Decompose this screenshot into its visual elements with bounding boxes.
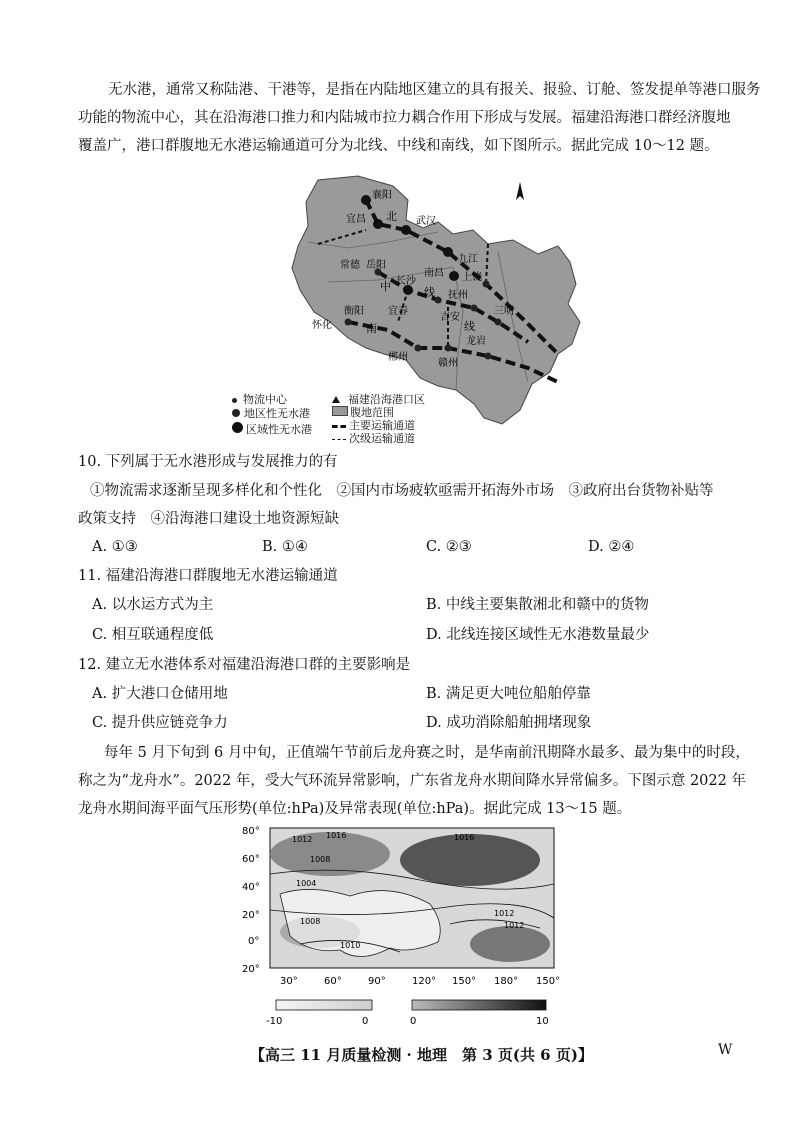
- intro2-line-2: 称之为“龙舟水”。2022 年，受大气环流异常影响，广东省龙舟水期间降水异常偏多。下图示意 2022 年: [78, 773, 746, 789]
- legend-main-channel: 主要运输通道: [349, 419, 415, 432]
- q12-option-d[interactable]: D. 成功消除船舶拥堵现象: [426, 715, 592, 731]
- isobar-label: 1008: [300, 917, 321, 926]
- q11-option-a[interactable]: A. 以水运方式为主: [92, 597, 214, 613]
- area-dry-port-node: [443, 247, 453, 257]
- lat-label: 40°: [242, 882, 260, 893]
- lon-label: 150°: [536, 976, 560, 987]
- lat-label: 20°: [242, 910, 260, 921]
- city-label: 宜春: [388, 306, 408, 317]
- lat-label: 20°: [242, 964, 260, 975]
- q12-option-a[interactable]: A. 扩大港口仓储用地: [92, 686, 228, 702]
- city-label: 襄阳: [372, 190, 392, 201]
- legend-area-port: 区域性无水港: [246, 423, 312, 436]
- q10-option-c[interactable]: C. ②③: [426, 539, 472, 555]
- city-label: 武汉: [416, 216, 436, 227]
- q10-line-1: ①物流需求逐渐呈现多样化和个性化 ②国内市场疲软亟需开拓海外市场 ③政府出台货物补贴等: [90, 483, 714, 499]
- q12-option-c[interactable]: C. 提升供应链竞争力: [92, 715, 228, 731]
- q10-stem: 10. 下列属于无水港形成与发展推力的有: [78, 454, 338, 470]
- lon-label: 90°: [368, 976, 386, 987]
- hinterland-swatch-icon: [332, 406, 348, 416]
- port-triangle-icon: [332, 396, 340, 403]
- regional-dry-port-node: [471, 305, 478, 312]
- q11-option-d[interactable]: D. 北线连接区域性无水港数量最少: [426, 627, 650, 643]
- scale-label: -10: [266, 1016, 283, 1027]
- isobar-label: 1016: [454, 833, 475, 842]
- pressure-map-svg: [240, 824, 560, 1034]
- area-port-icon: [232, 422, 243, 433]
- q11-stem: 11. 福建沿海港口群腹地无水港运输通道: [78, 568, 338, 584]
- city-label: 宜昌: [346, 214, 366, 225]
- lon-label: 60°: [324, 976, 342, 987]
- intro-line-3: 覆盖广，港口群腹地无水港运输通道可分为北线、中线和南线，如下图所示。据此完成 10～12 题。: [78, 138, 719, 154]
- city-label: 上饶: [462, 272, 482, 283]
- q10-option-b[interactable]: B. ①④: [262, 539, 308, 555]
- legend-fujian-port: 福建沿海港口区: [348, 393, 425, 406]
- page-footer: 【高三 11 月质量检测 · 地理 第 3 页(共 6 页)】: [250, 1046, 593, 1064]
- legend-secondary-channel: 次级运输通道: [349, 432, 415, 445]
- negative-scale-bar: [276, 1000, 372, 1010]
- legend-regional-port: 地区性无水港: [244, 407, 310, 420]
- city-label: 赣州: [438, 358, 458, 369]
- city-label: 岳阳: [366, 260, 386, 271]
- legend-logistics-center: 物流中心: [243, 393, 287, 406]
- q11-option-c[interactable]: C. 相互联通程度低: [92, 627, 214, 643]
- city-label: 抚州: [448, 290, 468, 301]
- city-label: 怀化: [312, 320, 332, 331]
- q12-option-b[interactable]: B. 满足更大吨位船舶停靠: [426, 686, 591, 702]
- lon-label: 120°: [412, 976, 437, 987]
- legend-hinterland: 腹地范围: [350, 406, 394, 419]
- positive-scale-bar: [412, 1000, 546, 1010]
- route-label: 南: [366, 322, 377, 335]
- city-label: 常德: [340, 260, 360, 271]
- lon-label: 150°: [452, 976, 477, 987]
- corner-mark: W: [718, 1042, 733, 1058]
- city-label: 三明: [494, 306, 514, 317]
- intro-line-1: 无水港，通常又称陆港、干港等，是指在内陆地区建立的具有报关、报验、订舱、签发提单等港口服务: [108, 82, 761, 98]
- isobar-label: 1016: [326, 831, 347, 840]
- scale-label: 0: [362, 1016, 369, 1027]
- city-label: 衡阳: [344, 306, 364, 317]
- north-arrow-icon: [516, 182, 524, 200]
- isobar-label: 1004: [296, 879, 317, 888]
- area-dry-port-node: [361, 195, 371, 205]
- isobar-label: 1012: [504, 921, 525, 930]
- area-dry-port-node: [401, 225, 411, 235]
- lat-label: 80°: [242, 826, 260, 837]
- regional-dry-port-node: [415, 345, 422, 352]
- lon-label: 30°: [280, 976, 298, 987]
- scale-label: 0: [410, 1016, 417, 1027]
- isobar-label: 1010: [340, 941, 361, 950]
- route-label: 北: [386, 210, 397, 223]
- intro2-line-3: 龙舟水期间海平面气压形势(单位:hPa)及异常表现(单位:hPa)。据此完成 13～15 题。: [78, 801, 632, 817]
- regional-dry-port-node: [345, 319, 352, 326]
- anomaly-positive: [470, 926, 550, 962]
- route-label: 线: [424, 286, 435, 299]
- city-label: 长沙: [396, 276, 416, 287]
- city-label: 南昌: [424, 268, 444, 279]
- regional-dry-port-node: [485, 353, 492, 360]
- isobar-label: 1012: [292, 835, 313, 844]
- city-label: 九江: [458, 254, 478, 265]
- isobar-label: 1012: [494, 909, 515, 918]
- map-legend: [232, 393, 472, 445]
- area-dry-port-node: [449, 271, 459, 281]
- regional-dry-port-node: [445, 345, 452, 352]
- city-label: 郴州: [388, 352, 408, 363]
- intro2-line-1: 每年 5 月下旬到 6 月中旬，正值端午节前后龙舟赛之时，是华南前汛期降水最多、最为集中的时段，: [104, 745, 750, 761]
- main-route-icon: [332, 425, 346, 428]
- secondary-route-icon: [332, 439, 346, 440]
- city-label: 吉安: [440, 312, 460, 323]
- isobar-label: 1008: [310, 855, 331, 864]
- lat-label: 0°: [248, 936, 260, 947]
- scale-label: 10: [536, 1016, 549, 1027]
- intro-line-2: 功能的物流中心，其在沿海港口推力和内陆城市拉力耦合作用下形成与发展。福建沿海港口群经济腹地: [78, 110, 731, 126]
- q10-option-d[interactable]: D. ②④: [588, 539, 635, 555]
- city-label: 龙岩: [466, 336, 486, 347]
- area-dry-port-node: [373, 219, 383, 229]
- lat-label: 60°: [242, 854, 260, 865]
- q12-stem: 12. 建立无水港体系对福建沿海港口群的主要影响是: [78, 657, 411, 673]
- regional-port-icon: [232, 409, 240, 417]
- regional-dry-port-node: [495, 319, 502, 326]
- regional-dry-port-node: [483, 281, 490, 288]
- route-label: 线: [464, 320, 475, 333]
- regional-dry-port-node: [435, 297, 442, 304]
- q10-option-a[interactable]: A. ①③: [92, 539, 138, 555]
- lon-label: 180°: [494, 976, 519, 987]
- route-label: 中: [380, 280, 391, 293]
- q10-line-2: 政策支持 ④沿海港口建设土地资源短缺: [78, 511, 339, 527]
- pressure-map-figure: [240, 824, 560, 1034]
- logistics-center-icon: [232, 398, 237, 403]
- q11-option-b[interactable]: B. 中线主要集散湘北和赣中的货物: [426, 597, 649, 613]
